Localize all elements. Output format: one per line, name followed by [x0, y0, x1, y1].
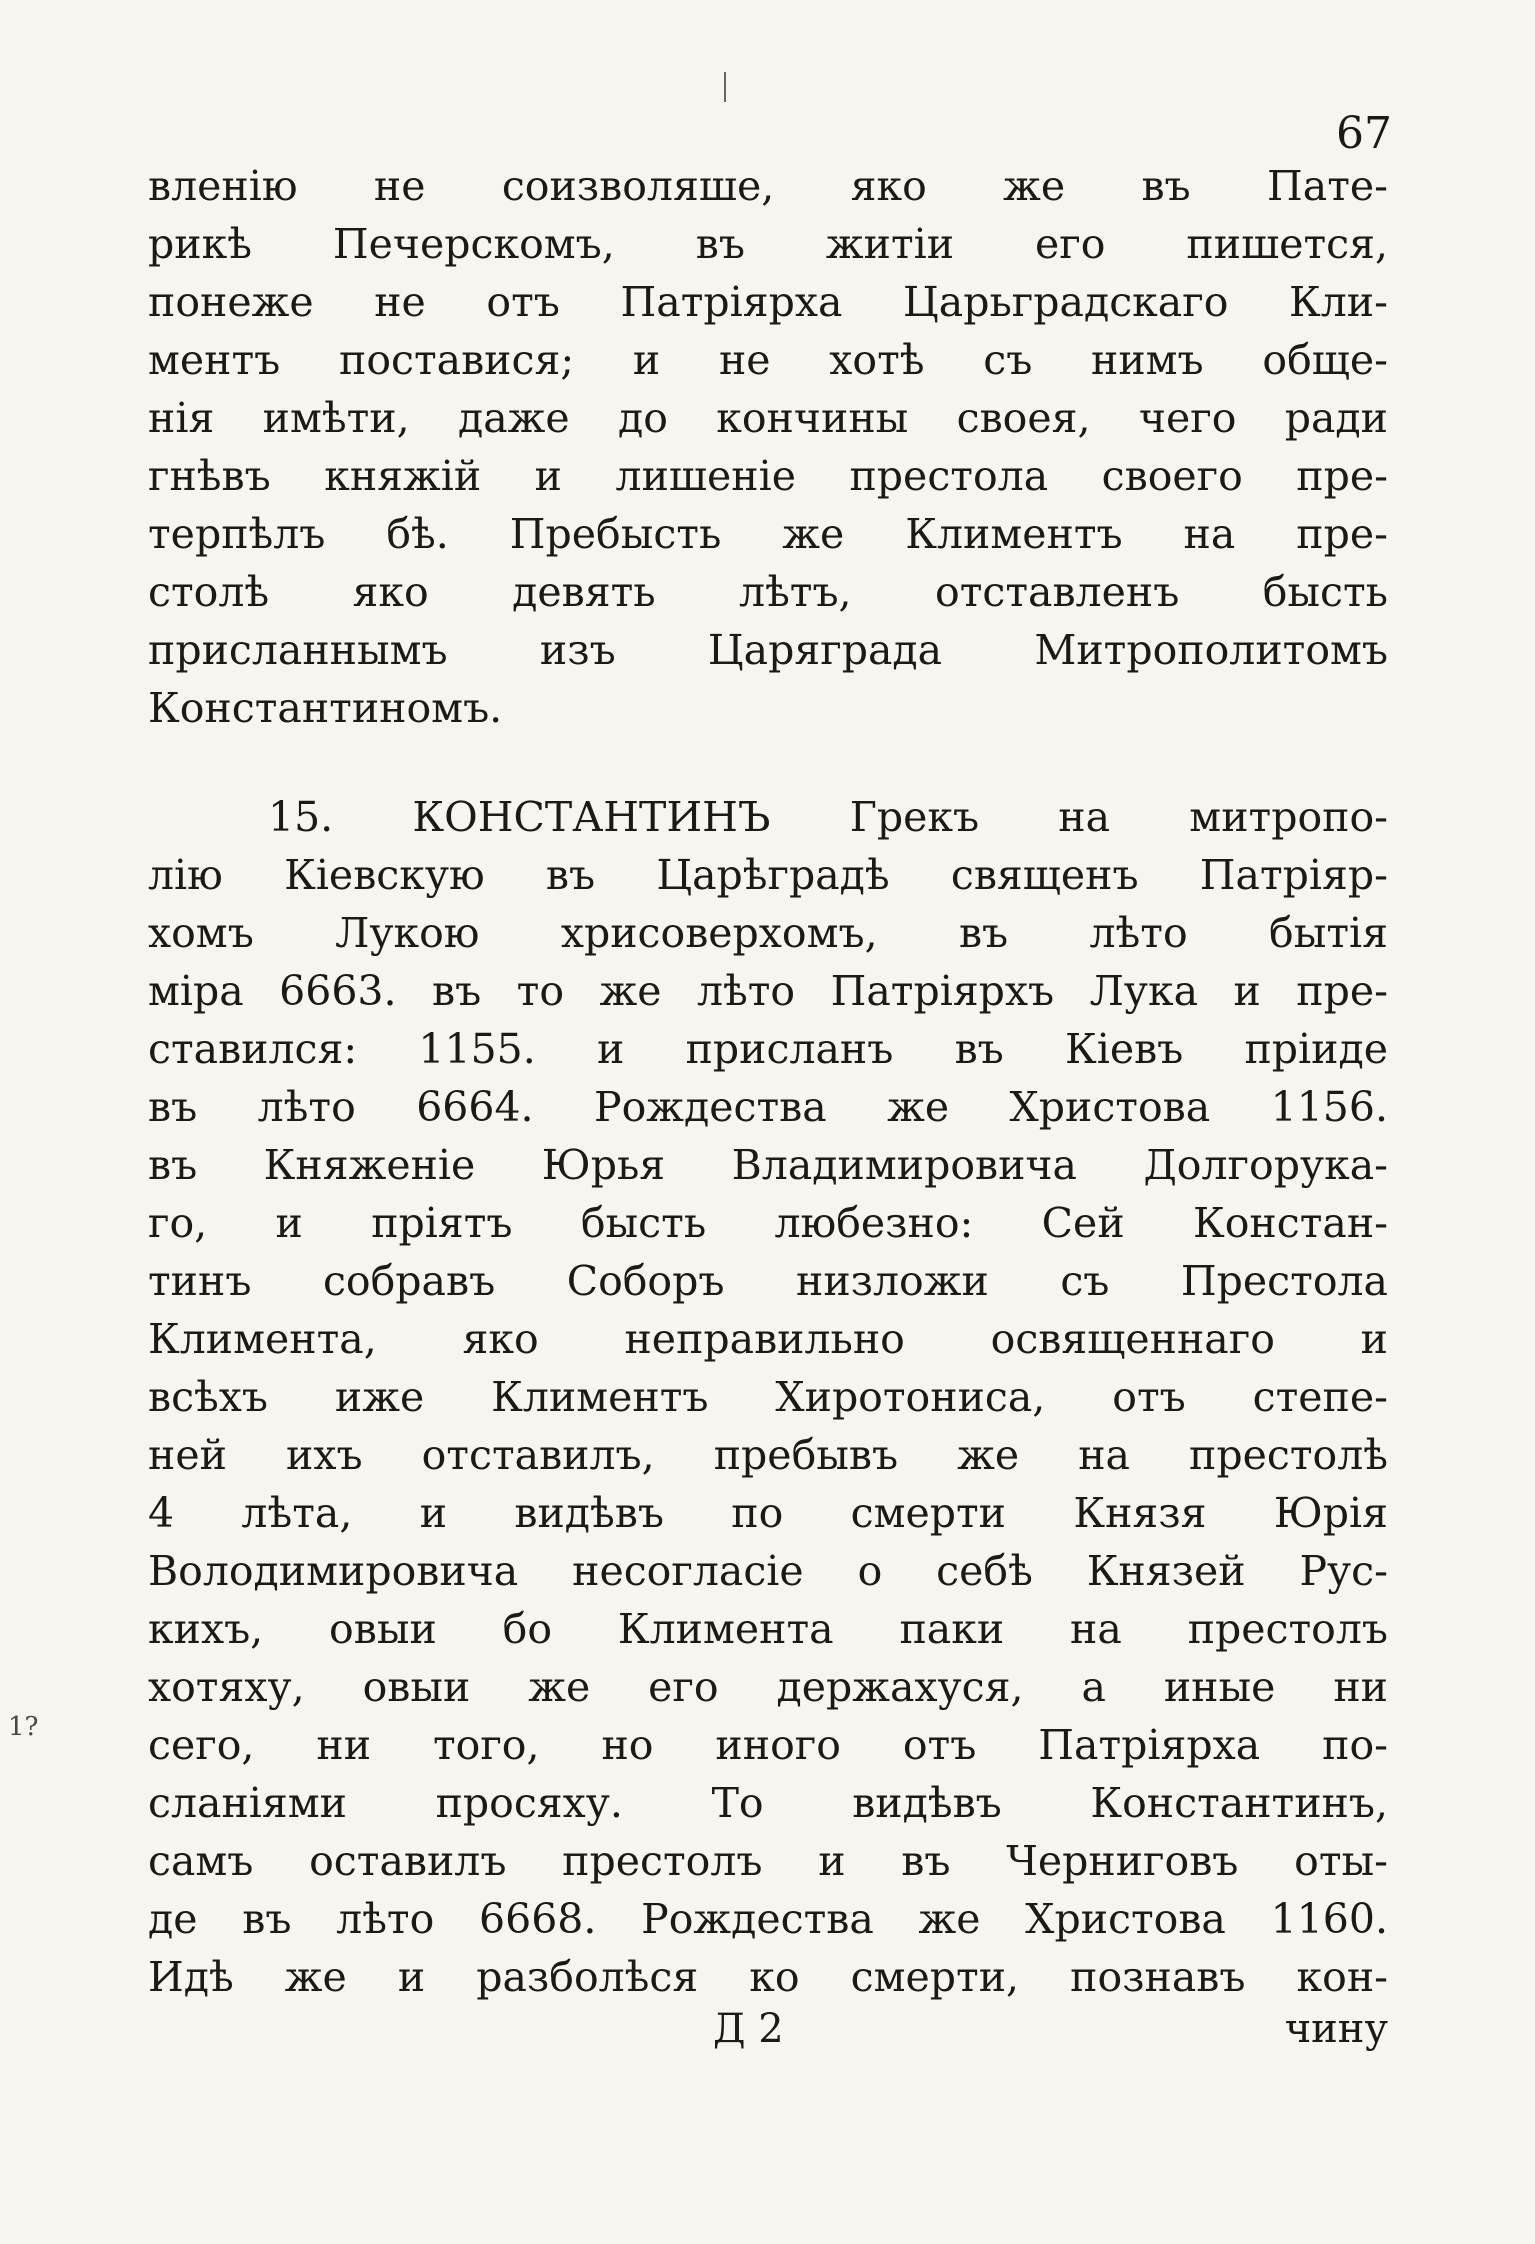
text-line: нiя имѣти, даже до кончины своея, чего ради	[148, 394, 1388, 442]
text-line: рикѣ Печерскомъ, въ житiи его пишется,	[148, 220, 1388, 268]
text-line: въ Княженiе Юрья Владимировича Долгорука-	[148, 1141, 1388, 1189]
paragraph-section-15	[148, 788, 1388, 2006]
text-line: терпѣлъ бѣ. Пребысть же Климентъ на пре-	[148, 510, 1388, 558]
text-line: го, и прiятъ бысть любезно: Сей Констан-	[148, 1199, 1388, 1247]
text-line: Володимировича несогласiе о себѣ Князей Рус-	[148, 1547, 1388, 1595]
text-line: ментъ поставися; и не хотѣ съ нимъ обще-	[148, 336, 1388, 384]
text-line: 15. КОНСТАНТИНЪ Грекъ на митропо-	[268, 793, 1388, 841]
paragraph-continuation	[148, 157, 1388, 737]
text-line: столѣ яко девять лѣтъ, отставленъ бысть	[148, 568, 1388, 616]
text-line: присланнымъ изъ Царяграда Митрополитомъ	[148, 626, 1388, 674]
text-line: всѣхъ иже Климентъ Хиротониса, отъ степе-	[148, 1373, 1388, 1421]
page-footer	[148, 2000, 1388, 2058]
text-line: гнѣвъ княжiй и лишенiе престола своего пре-	[148, 452, 1388, 500]
page-number: 67	[1336, 108, 1392, 159]
text-line: лiю Кiевскую въ Царѣградѣ священъ Патрiяр-	[148, 851, 1388, 899]
top-margin-mark	[724, 72, 726, 102]
text-line: понеже не отъ Патрiярха Царьградскаго Кли-	[148, 278, 1388, 326]
text-line: ставился: 1155. и присланъ въ Кiевъ прiиде	[148, 1025, 1388, 1073]
signature-mark: Д 2	[713, 2006, 784, 2052]
text-line: Климента, яко неправильно освященнаго и	[148, 1315, 1388, 1363]
text-line: кихъ, овыи бо Климента паки на престолъ	[148, 1605, 1388, 1653]
text-line: Константиномъ.	[148, 684, 503, 732]
text-line: хотяху, овыи же его держахуся, а иные ни	[148, 1663, 1388, 1711]
text-line: де въ лѣто 6668. Рождества же Христова 1160.	[148, 1895, 1388, 1943]
text-line: хомъ Лукою хрисоверхомъ, въ лѣто бытiя	[148, 909, 1388, 957]
text-line: тинъ собравъ Соборъ низложи съ Престола	[148, 1257, 1388, 1305]
text-line: въ лѣто 6664. Рождества же Христова 1156.	[148, 1083, 1388, 1131]
text-line: сланiями просяху. То видѣвъ Константинъ,	[148, 1779, 1388, 1827]
text-line: самъ оставилъ престолъ и въ Черниговъ оты-	[148, 1837, 1388, 1885]
margin-annotation: 1?	[8, 1712, 39, 1742]
text-line: 4 лѣта, и видѣвъ по смерти Князя Юрiя	[148, 1489, 1388, 1537]
text-line: вленiю не соизволяше, яко же въ Пате-	[148, 162, 1388, 210]
text-line: ней ихъ отставилъ, пребывъ же на престолѣ	[148, 1431, 1388, 1479]
catchword: чину	[1284, 2006, 1388, 2052]
text-line: мiра 6663. въ то же лѣто Патрiярхъ Лука и пре-	[148, 967, 1388, 1015]
text-line: сего, ни того, но иного отъ Патрiярха по-	[148, 1721, 1388, 1769]
text-line: Идѣ же и разболѣся ко смерти, познавъ кон-	[148, 1953, 1388, 2001]
